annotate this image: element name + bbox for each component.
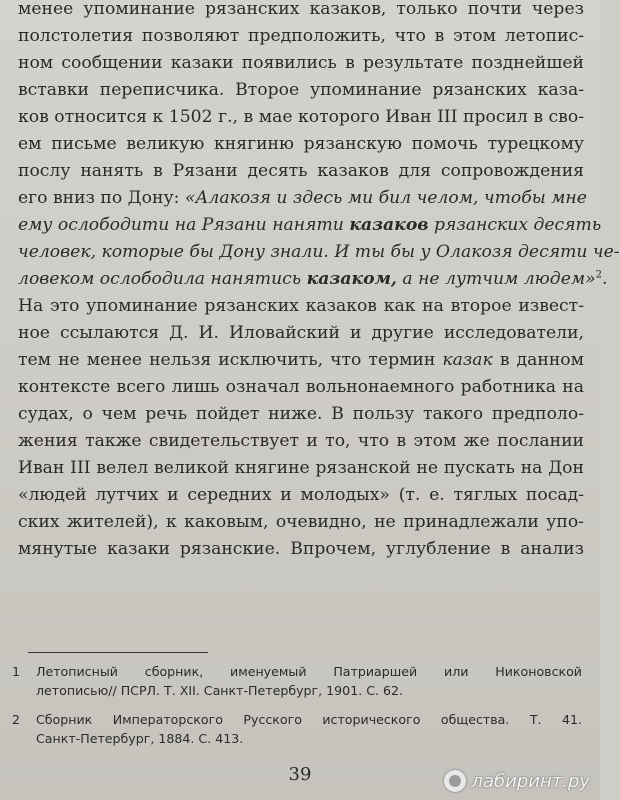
text-line: жения также свидетельствует и то, что в этом же послании [18,431,584,451]
quote-line-3 [18,239,620,266]
footnote-number: 1 [12,664,21,679]
text-span: тем не менее нельзя исключить, что термин [18,350,436,370]
text-line: полстолетия позволяют предположить, что в этом летопис- [18,26,584,46]
text-line: ских жителей), к каковым, очевидно, не принадлежали упо- [18,512,584,532]
footnote-1 [12,662,582,700]
text-line: мянутые казаки рязанские. Впрочем, углубление в анализ [18,539,584,559]
text-line: «людей лутчих и середних и молодых» (т. е. тяглых посад- [18,485,584,505]
footnote-number: 2 [12,712,21,727]
text-line: послу нанять в Рязани десять казаков для сопровождения [18,161,584,181]
footnote-body [36,662,582,700]
footnotes [12,662,582,758]
footnote-2 [12,710,582,748]
text-span: . [602,269,608,289]
italic-term: казак [442,350,493,370]
text-line: ное ссылаются Д. И. Иловайский и другие исследователи, [18,323,584,343]
page-number: 39 [288,764,312,785]
text-line: ном сообщении казаки появились в результате позднейшей [18,53,584,73]
watermark [444,770,590,792]
watermark-text: лабиринт.ру [471,770,590,792]
quote-text: ловеком ослободила нанятись [18,269,302,289]
quote-text: человек, которые бы Дону знали. И ты бы у Олакозя десяти че- [18,242,620,262]
text-line: менее упоминание рязанских казаков, только почти через [18,0,584,19]
footnote-line: Летописный сборник, именуемый Патриаршей или Никоновской [36,664,582,679]
text-span: его вниз по Дону: [18,188,180,208]
text-line: контексте всего лишь означал вольнонаемного работника на [18,377,584,397]
quote-text: а не лутчим людем» [402,269,596,289]
text-line: ем письме великую княгиню рязанскую помочь турецкому [18,134,584,154]
text-line: Иван III велел великой княгине рязанской не пускать на Дон [18,458,584,478]
text-line: На это упоминание рязанских казаков как на второе извест- [18,296,584,316]
text-line: вставки переписчика. Второе упоминание рязанских каза- [18,80,584,100]
labirint-logo-icon [444,770,466,792]
footnote-line: Сборник Императорского Русского исторического общества. Т. 41. [36,712,582,727]
quote-line-4 [18,266,608,293]
quote-text: «Алакозя и здесь ми бил челом, чтобы мне [184,188,587,208]
text-span: в данном [499,350,584,370]
quote-bold-word: казаков [349,215,429,235]
footnote-divider [28,652,208,653]
footnote-body [36,710,582,748]
quote-line-2 [18,212,602,239]
footnote-ref: 2 [595,269,603,281]
quote-text: ему ослободити на Рязани наняти [18,215,344,235]
footnote-line: летописью// ПСРЛ. Т. XII. Санкт-Петербург, 1901. С. 62. [36,683,404,698]
kazak-line [18,347,584,374]
body-text [18,0,620,563]
footnote-line: Санкт-Петербург, 1884. С. 413. [36,731,244,746]
quote-text: рязанских десять [434,215,602,235]
text-line: ков относится к 1502 г., в мае которого Иван III просил в сво- [18,107,584,127]
quote-bold-word: казаком, [306,269,397,289]
quote-line-1 [18,185,587,212]
text-line: судах, о чем речь пойдет ниже. В пользу такого предполо- [18,404,584,424]
